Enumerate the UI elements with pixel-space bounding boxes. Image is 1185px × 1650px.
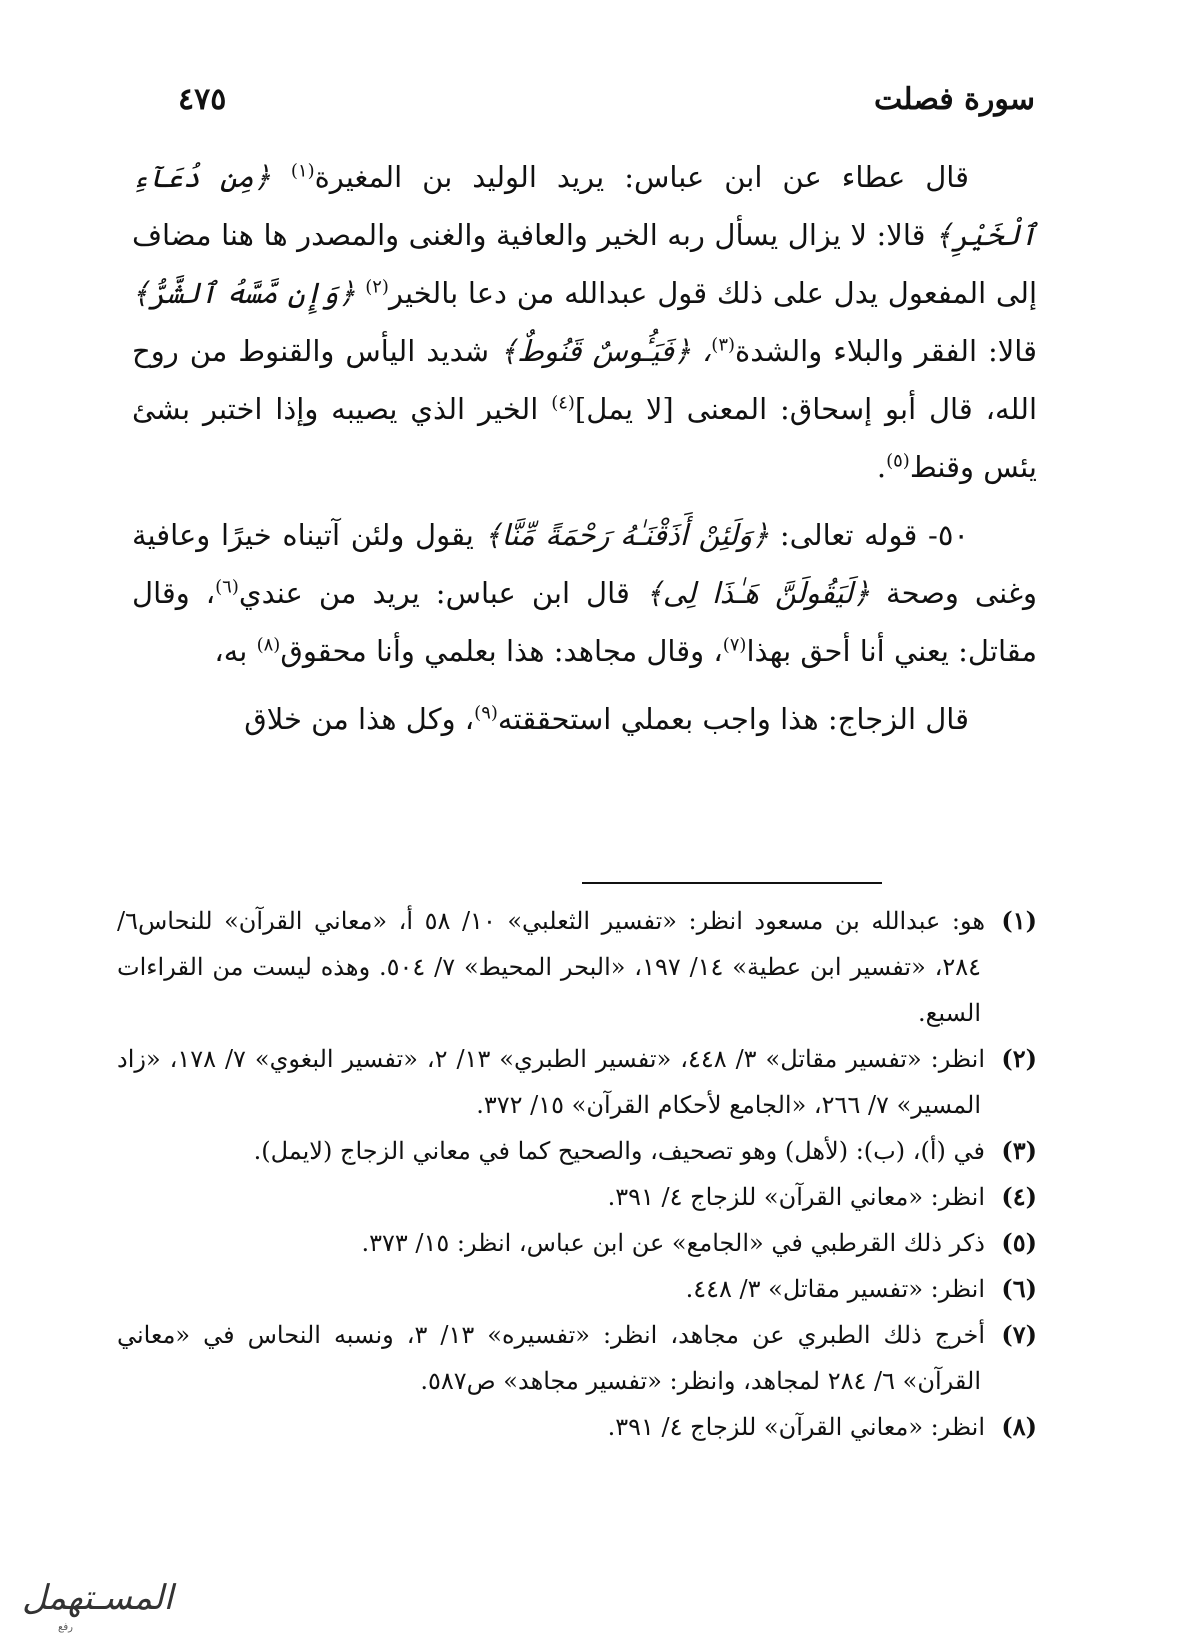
- text-segment: ، وقال مقاتل: يعني أنا أحق بهذا: [132, 576, 1037, 668]
- footnote-text: أخرج ذلك الطبري عن مجاهد، انظر: «تفسيره» ١٣/ ٣، ونسبه النحاس في «معاني القرآن» ٦/ ٢٨٤ لمجاهد، وانظر: «تفسير مجاهد» ص٥٨٧.: [117, 1321, 986, 1395]
- text-segment: شديد اليأس والقنوط من روح الله، قال أبو إسحاق: المعنى [لا يمل]: [132, 334, 1038, 426]
- publisher-logo: [18, 1578, 174, 1638]
- footnote-text: في (أ)، (ب): (لأهل) وهو تصحيف، والصحيح كما في معاني الزجاج (لايمل).: [253, 1137, 985, 1165]
- quran-quote: ﴿لَيَقُولَنَّ هَـٰذَا لِى﴾: [645, 576, 871, 610]
- footnote-number: (٧): [1001, 1320, 1038, 1349]
- footnote-divider: [582, 882, 882, 884]
- footnote-text: انظر: «معاني القرآن» للزجاج ٤/ ٣٩١.: [607, 1183, 985, 1211]
- footnote: [117, 1036, 1037, 1128]
- footnote-number: (١): [1001, 906, 1038, 935]
- text-segment: .: [876, 450, 887, 484]
- text-segment: قال الزجاج: هذا واجب بعملي استحققته: [497, 702, 969, 736]
- footnote-text: انظر: «تفسير مقاتل» ٣/ ٤٤٨، «تفسير الطبري» ١٣/ ٢، «تفسير البغوي» ٧/ ١٧٨، «زاد المسير» ٧/ ٢٦٦، «الجامع لأحكام القرآن» ١٥/ ٣٧٢.: [117, 1045, 986, 1119]
- footnote-ref-5: (٥): [886, 450, 910, 472]
- footnote-text: انظر: «تفسير مقاتل» ٣/ ٤٤٨.: [685, 1275, 985, 1303]
- text-segment: به،: [214, 634, 248, 668]
- page-number: ٤٧٥: [178, 82, 227, 117]
- paragraph-2: [132, 506, 1037, 680]
- main-text: [132, 148, 1037, 758]
- text-segment: ، وكل هذا من خلاق: [244, 702, 475, 736]
- footnote-text: ذكر ذلك القرطبي في «الجامع» عن ابن عباس، انظر: ١٥/ ٣٧٣.: [361, 1229, 985, 1257]
- text-segment: قالا: الفقر والبلاء والشدة: [735, 334, 1037, 368]
- paragraph-1: [132, 148, 1037, 496]
- verse-number-label: ٥٠- قوله تعالى:: [779, 518, 969, 552]
- page-header: [0, 82, 1185, 132]
- footnote-ref-8: (٨): [256, 634, 281, 656]
- quran-quote: ﴿وَإِن مَّسَّهُ ٱلشَّرُّ﴾: [132, 276, 356, 310]
- footnote-number: (٦): [1001, 1274, 1037, 1303]
- footnote-number: (٣): [1001, 1136, 1037, 1165]
- footnote-ref-7: (٧): [722, 634, 747, 656]
- quran-quote: ﴿وَلَئِنْ أَذَقْنَـٰهُ رَحْمَةً مِّنَّا﴾: [484, 518, 770, 552]
- quran-quote: ﴿مِن دُعَآءِ ٱلْخَيْرِ﴾: [132, 160, 1037, 252]
- footnote-number: (٤): [1001, 1182, 1037, 1211]
- footnote-ref-6: (٦): [215, 576, 239, 598]
- text-segment: قال عطاء عن ابن عباس: يريد الوليد بن المغيرة: [314, 160, 969, 194]
- text-segment: قال ابن عباس: يريد من عندي: [238, 576, 630, 610]
- text-segment: يقول ولئن آتيناه خيرًا وعافية وغنى وصحة: [132, 518, 1038, 610]
- footnote-number: (٨): [1001, 1412, 1037, 1441]
- footnote: [117, 1312, 1037, 1404]
- footnote-ref-2: (٢): [365, 276, 389, 298]
- footnote-text: انظر: «معاني القرآن» للزجاج ٤/ ٣٩١.: [607, 1413, 985, 1441]
- footnote-number: (٢): [1001, 1044, 1038, 1073]
- footnote: [117, 1404, 1037, 1450]
- footnote-number: (٥): [1001, 1228, 1037, 1257]
- footnote-ref-1: (١): [290, 160, 315, 182]
- text-segment: ، وقال مجاهد: هذا بعلمي وأنا محقوق: [280, 634, 723, 668]
- footnote: [117, 1266, 1037, 1312]
- footnote: [117, 1128, 1037, 1174]
- footnote-ref-4: (٤): [551, 392, 575, 414]
- quran-quote: ، ﴿فَيَـُٔوسٌ قَنُوطٌ﴾: [500, 334, 712, 368]
- logo-caption: رفع: [58, 1622, 73, 1633]
- text-segment: الخير الذي يصيبه وإذا اختبر بشئ يئس وقنط: [132, 392, 1037, 484]
- logo-mark: المسـتهمل: [22, 1578, 174, 1618]
- footnotes: [117, 898, 1037, 1450]
- footnote-ref-3: (٣): [711, 334, 736, 356]
- footnote-text: هو: عبدالله بن مسعود انظر: «تفسير الثعلبي» ١٠/ ٥٨ أ، «معاني القرآن» للنحاس٦/ ٢٨٤، «تفسير ابن عطية» ١٤/ ١٩٧، «البحر المحيط» ٧/ ٥٠٤. وهذه ليست من القراءات السبع.: [117, 907, 986, 1027]
- footnote-ref-9: (٩): [474, 702, 498, 724]
- footnote: [117, 1174, 1037, 1220]
- footnote: [117, 1220, 1037, 1266]
- paragraph-3: [132, 690, 1037, 748]
- surah-title: سورة فصلت: [873, 82, 1035, 117]
- text-segment: قالا: لا يزال يسأل ربه الخير والعافية والغنى والمصدر ها هنا مضاف إلى المفعول يدل على ذلك قول عبدالله من دعا بالخير: [132, 218, 1037, 310]
- footnote: [117, 898, 1037, 1036]
